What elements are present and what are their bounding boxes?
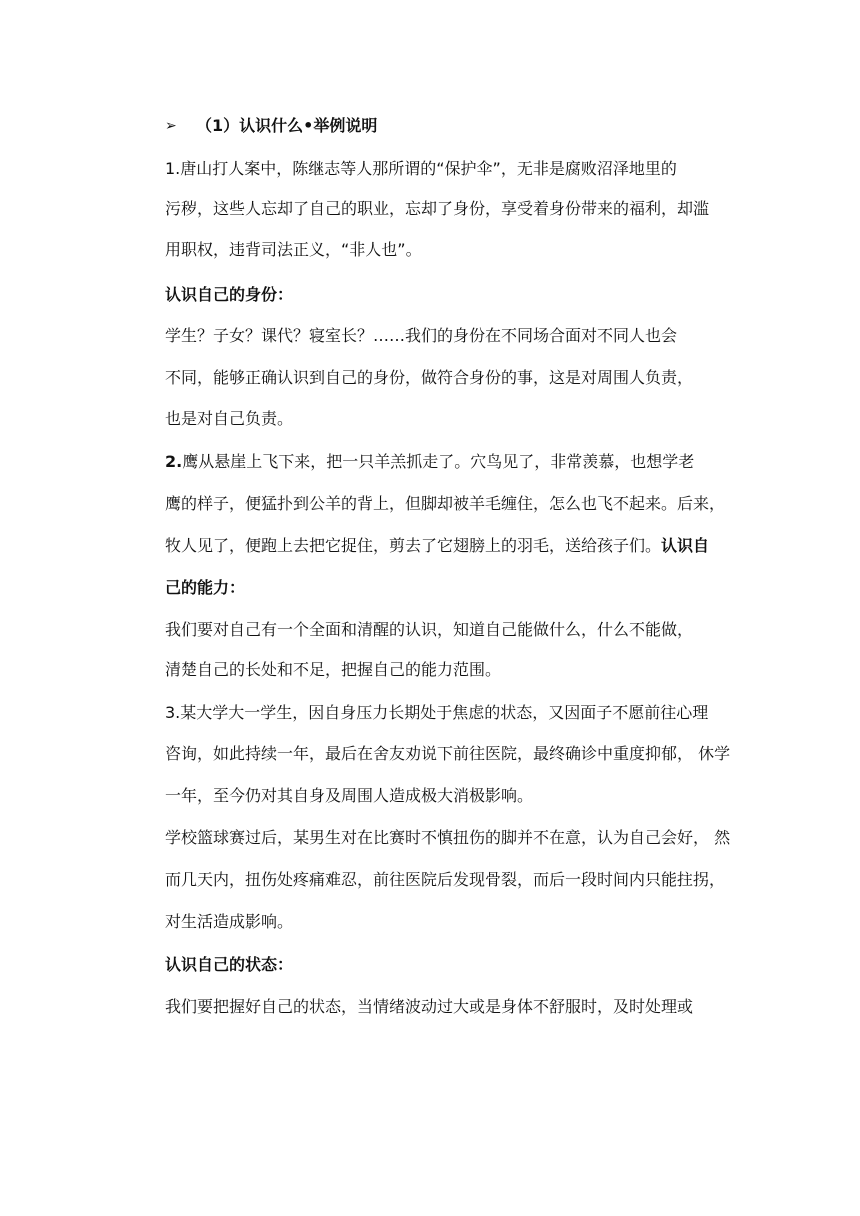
paragraph-line (165, 452, 694, 472)
paragraph-line: 学校篮球赛过后，某男生对在比赛时不慎扭伤的脚并不在意，认为自己会好， 然 (165, 828, 731, 847)
paragraph-line: 而几天内，扭伤处疼痛难忍，前往医院后发现骨裂，而后一段时间内只能拄拐， (165, 870, 726, 889)
subheading-ability-start: 认识自 (661, 536, 710, 555)
paragraph-line: 不同，能够正确认识到自己的身份，做符合身份的事，这是对周围人负责， (165, 368, 694, 387)
paragraph-line: 对生活造成影响。 (165, 912, 294, 931)
paragraph-line: 也是对自己负责。 (165, 409, 294, 428)
paragraph-line: 1.唐山打人案中，陈继志等人那所谓的“保护伞”，无非是腐败沼泽地里的 (165, 159, 677, 178)
paragraph-line: 清楚自己的长处和不足，把握自己的能力范围。 (165, 660, 502, 679)
paragraph-line: 咨询，如此持续一年，最后在舍友劝说下前往医院，最终确诊中重度抑郁， 休学 (165, 744, 731, 763)
paragraph-line: 用职权，违背司法正义，“非人也”。 (165, 240, 422, 259)
paragraph-line: 学生？子女？课代？寝室长？……我们的身份在不同场合面对不同人也会 (165, 326, 678, 345)
paragraph-text: 鹰从悬崖上飞下来，把一只羊羔抓走了。穴鸟见了，非常羡慕，也想学老 (182, 452, 695, 471)
paragraph-line: 污秽，这些人忘却了自己的职业，忘却了身份，享受着身份带来的福利，却滥 (165, 199, 710, 218)
paragraph-line: 3.某大学大一学生，因自身压力长期处于焦虑的状态，又因面子不愿前往心理 (165, 703, 709, 722)
subheading-identity: 认识自己的身份： (165, 285, 294, 304)
subheading-ability-end: 己的能力： (165, 578, 246, 597)
paragraph-line: 鹰的样子，便猛扑到公羊的背上，但脚却被羊毛缠住，怎么也飞不起来。后来， (165, 494, 726, 513)
section-heading: （1）认识什么•举例说明 (196, 116, 378, 135)
subheading-state: 认识自己的状态： (165, 955, 294, 974)
paragraph-line (165, 536, 709, 556)
arrow-bullet-icon: ➢ (165, 118, 177, 134)
paragraph-line: 我们要把握好自己的状态，当情绪波动过大或是身体不舒服时，及时处理或 (165, 997, 694, 1016)
paragraph-text: 牧人见了，便跑上去把它捉住，剪去了它翅膀上的羽毛，送给孩子们。 (165, 536, 662, 555)
paragraph-line: 我们要对自己有一个全面和清醒的认识，知道自己能做什么，什么不能做， (165, 620, 694, 639)
paragraph-line: 一年，至今仍对其自身及周围人造成极大消极影响。 (165, 786, 534, 805)
item-number: 2. (165, 452, 183, 471)
